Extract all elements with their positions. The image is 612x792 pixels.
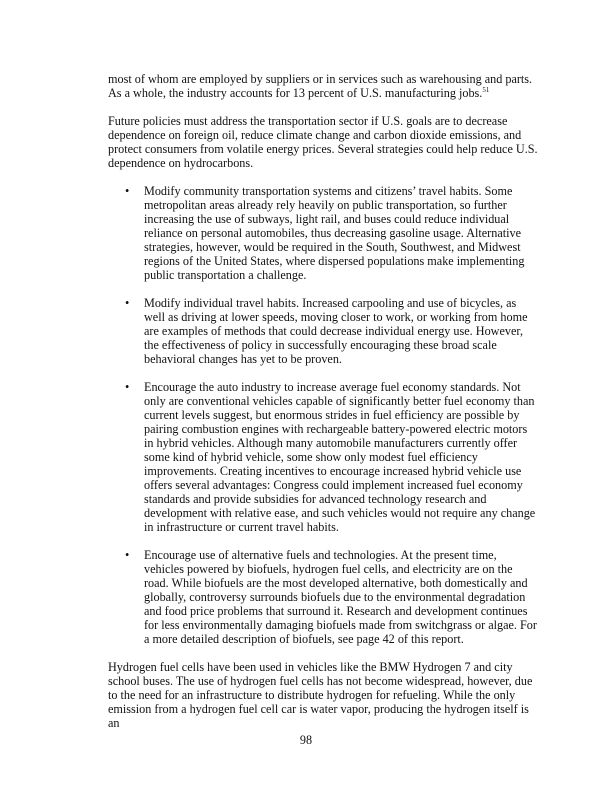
- paragraph-policies: Future policies must address the transportation sector if U.S. goals are to decrease dependence on foreign oil, reduce climate change and carbon dioxide emissions, and protect consumers from volatile energy prices. Several strategies could help reduce U.S. dependence on hydrocarbons.: [108, 114, 538, 170]
- list-item-text: Modify community transportation systems and citizens’ travel habits. Some metropolitan areas already rely heavily on public transportation, so further increasing the use of subways, light rail, and buses could reduce individual reliance on personal automobiles, thus decreasing gasoline usage. Alternative strategies, however, would be required in the South, Southwest, and Midwest regions of the United States, where dispersed populations make implementing public transportation a challenge.: [144, 184, 525, 282]
- page-body: [108, 72, 539, 744]
- paragraph-hydrogen: Hydrogen fuel cells have been used in vehicles like the BMW Hydrogen 7 and city school buses. The use of hydrogen fuel cells has not become widespread, however, due to the need for an infrastructure to distribute hydrogen for refueling. While the only emission from a hydrogen fuel cell car is water vapor, producing the hydrogen itself is an: [108, 660, 533, 730]
- list-item: [108, 296, 539, 366]
- list-item-text: Encourage the auto industry to increase average fuel economy standards. Not only are conventional vehicles capable of significantly better fuel economy than current levels suggest, but enormous strides in fuel efficiency are possible by pairing combustion engines with rechargeable battery-powered electric motors in hybrid vehicles. Although many automobile manufacturers currently offer some kind of hybrid vehicle, some show only modest fuel efficiency improvements. Creating incentives to encourage increased hybrid vehicle use offers several advantages: Congress could implement increased fuel economy standards and provide subsidies for advanced technology research and development with relative ease, and such vehicles would not require any change in infrastructure or current travel habits.: [144, 380, 536, 534]
- bullet-icon: •: [125, 296, 130, 310]
- list-item-text: Modify individual travel habits. Increased carpooling and use of bicycles, as well as driving at lower speeds, moving closer to work, or working from home are examples of methods that could decrease individual energy use. However, the effectiveness of policy in successfully encouraging these broad scale behavioral changes has yet to be proven.: [144, 296, 528, 366]
- bullet-icon: •: [125, 184, 130, 198]
- list-item-text: Encourage use of alternative fuels and technologies. At the present time, vehicles powered by biofuels, hydrogen fuel cells, and electricity are on the road. While biofuels are the most developed alternative, both domestically and globally, controversy surrounds biofuels due to the environmental degradation and food price problems that surround it. Research and development continues for less environmentally damaging biofuels made from switchgrass or algae. For a more detailed description of biofuels, see page 42 of this report.: [144, 548, 537, 646]
- list-item: [108, 548, 539, 646]
- bullet-icon: •: [125, 380, 130, 394]
- paragraph-intro-text: most of whom are employed by suppliers or in services such as warehousing and parts. As a whole, the industry accounts for 13 percent of U.S. manufacturing jobs.: [108, 72, 533, 100]
- list-item: [108, 380, 539, 534]
- footnote-reference[interactable]: 51: [482, 86, 490, 94]
- page-number: 98: [299, 733, 313, 747]
- list-item: [108, 184, 539, 282]
- bullet-icon: •: [125, 548, 130, 562]
- strategy-list: [108, 184, 539, 646]
- paragraph-intro: [108, 72, 539, 100]
